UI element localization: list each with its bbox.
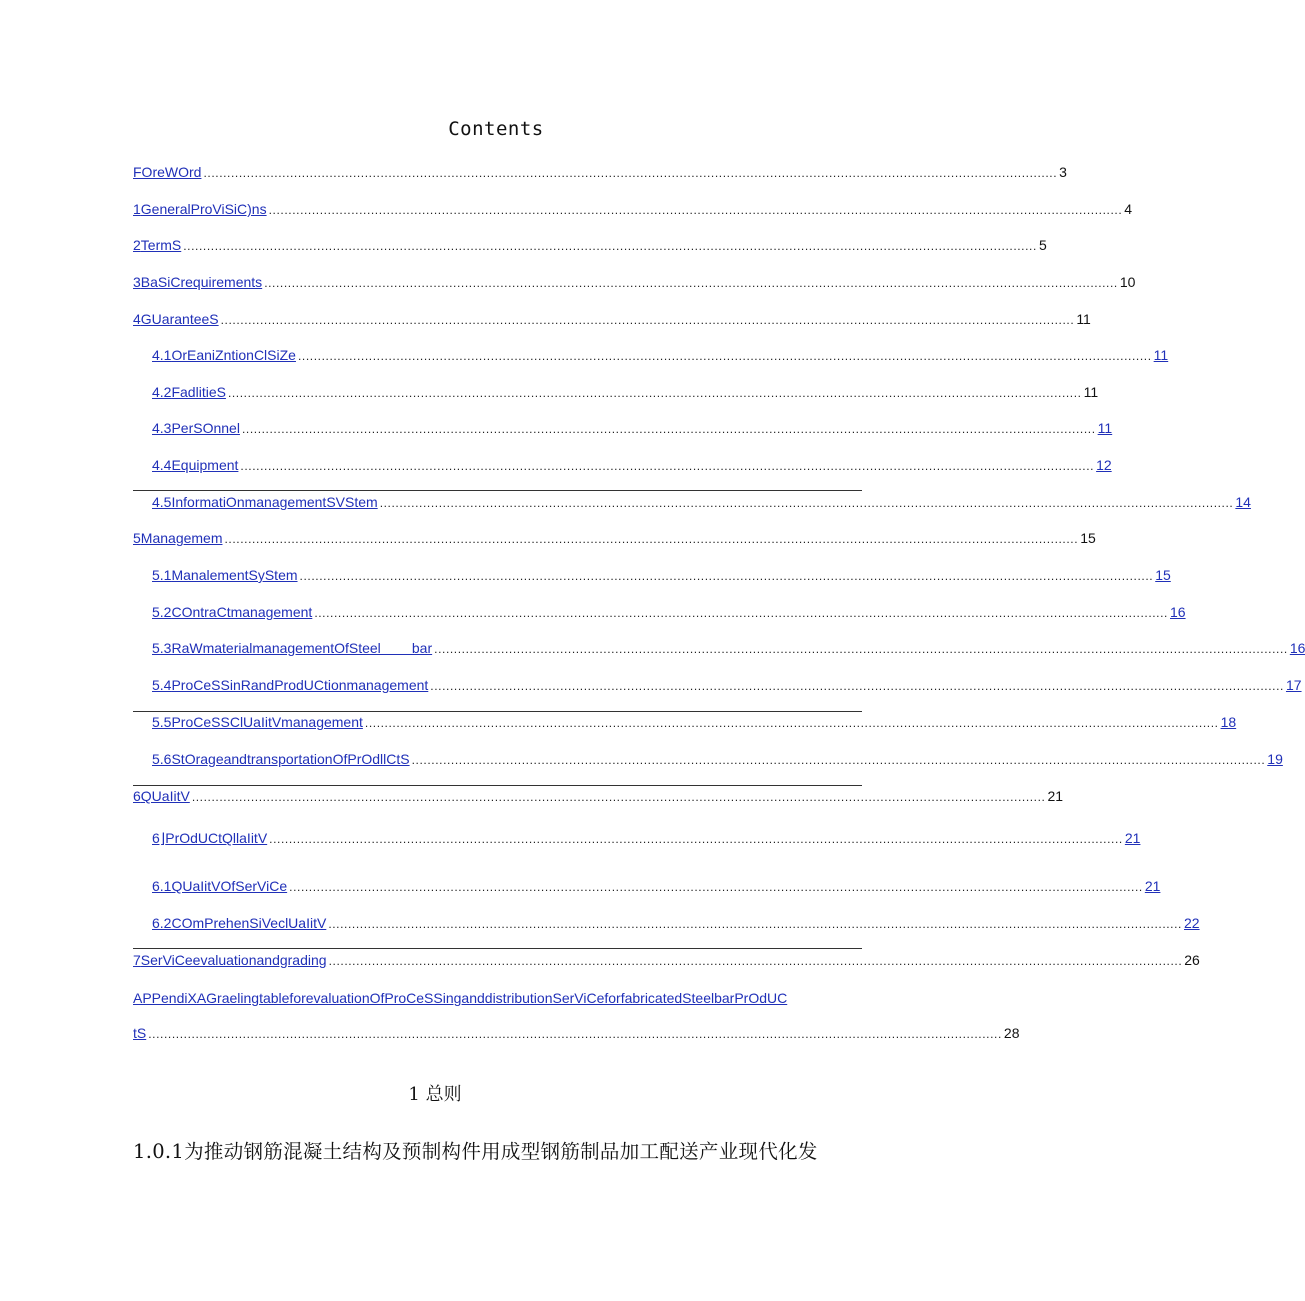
toc-subentry[interactable] <box>152 492 1251 512</box>
toc-subentry[interactable] <box>152 602 1186 622</box>
toc-entry-page: 3 <box>1059 164 1067 180</box>
toc-leader-dots: ......................................................................................................................................................................................................................... <box>268 203 1123 217</box>
toc-entry-label[interactable]: PrOdUCtQllaIitV <box>165 830 268 846</box>
toc-appendix-line2[interactable]: tS <box>133 1025 147 1041</box>
toc-entry-page: 4 <box>1124 201 1133 217</box>
toc-subentry[interactable] <box>152 638 1305 658</box>
toc-entry-label[interactable]: RaWmaterialmanagementOfSteel bar <box>171 640 433 656</box>
toc-entry-page[interactable]: 11 <box>1097 420 1113 436</box>
toc-entry-label[interactable]: COmPrehenSiVeclUaIitV <box>171 915 327 931</box>
toc-entry-label[interactable]: ManalementSyStem <box>171 567 298 583</box>
toc-entry-label[interactable]: SerViCeevaluationandgrading <box>140 952 327 968</box>
toc-subentry[interactable] <box>152 418 1113 438</box>
toc-leader-dots: ......................................................................................................................................................................................................................... <box>364 716 1219 730</box>
toc-entry[interactable] <box>133 950 1200 970</box>
toc-entry[interactable] <box>133 786 1064 806</box>
toc-entry-label[interactable]: Managemem <box>140 530 223 546</box>
toc-entry-label[interactable]: BaSiCrequirements <box>140 274 263 290</box>
toc-entry-number[interactable]: 5 <box>133 530 141 546</box>
toc-entry-label[interactable]: Equipment <box>171 457 239 473</box>
toc-entry-label[interactable]: TermS <box>140 237 182 253</box>
toc-entry-number[interactable]: 3 <box>133 274 141 290</box>
toc-entry-label[interactable]: StOrageandtransportationOfPrOdllCtS <box>171 751 410 767</box>
toc-entry-number[interactable]: 5.4 <box>152 677 172 693</box>
toc-entry-number[interactable]: 6 <box>133 788 141 804</box>
toc-subentry[interactable] <box>152 565 1171 585</box>
toc-entry-number[interactable]: 5.6 <box>152 751 172 767</box>
toc-leader-dots: ......................................................................................................................................................................................................................... <box>379 496 1234 510</box>
toc-title: Contents <box>448 118 544 140</box>
divider-line <box>133 490 862 491</box>
toc-entry-number[interactable]: 4.5 <box>152 494 172 510</box>
toc-leader-dots: ......................................................................................................................................................................................................................... <box>328 917 1182 931</box>
toc-entry-page[interactable]: 22 <box>1184 915 1200 931</box>
toc-entry-page: 11 <box>1083 384 1099 400</box>
toc-leader-dots: ......................................................................................................................................................................................................................... <box>183 239 1037 253</box>
toc-entry-label[interactable]: PerSOnnel <box>171 420 240 436</box>
toc-leader-dots: ......................................................................................................................................................................................................................... <box>434 642 1288 656</box>
divider-line <box>133 948 862 949</box>
toc-leader-dots: ......................................................................................................................................................................................................................... <box>191 790 1046 804</box>
toc-entry-page[interactable]: 16 <box>1170 604 1186 620</box>
toc-subentry[interactable] <box>152 712 1237 732</box>
toc-entry-page[interactable]: 11 <box>1153 347 1169 363</box>
toc-leader-dots: ......................................................................................................................................................................................................................... <box>241 422 1096 436</box>
toc-entry-label[interactable]: QUaIitVOfSerViCe <box>171 878 288 894</box>
toc-leader-dots: ......................................................................................................................................................................................................................... <box>289 880 1143 894</box>
toc-leader-dots: ......................................................................................................................................................................................................................... <box>411 753 1266 767</box>
toc-entry[interactable] <box>133 235 1047 255</box>
toc-entry-page: 5 <box>1038 237 1047 253</box>
toc-leader-dots: ......................................................................................................................................................................................................................... <box>240 459 1095 473</box>
toc-entry-number[interactable]: 5.2 <box>152 604 172 620</box>
toc-entry-page: 15 <box>1080 530 1096 546</box>
toc-entry-number[interactable]: 1 <box>133 201 141 217</box>
toc-entry-foreword[interactable] <box>133 162 1067 182</box>
toc-entry-page[interactable]: 15 <box>1155 567 1171 583</box>
toc-entry-page[interactable]: 17 <box>1285 677 1302 693</box>
toc-leader-dots: ......................................................................................................................................................................................................................... <box>264 276 1118 290</box>
toc-entry-number[interactable]: 6⌋ <box>152 830 166 846</box>
toc-entry-page[interactable]: 14 <box>1235 494 1251 510</box>
toc-entry-page: 10 <box>1119 274 1136 290</box>
toc-entry-number[interactable]: 6.1 <box>152 878 172 894</box>
toc-subentry[interactable] <box>152 455 1112 475</box>
toc-leader-dots: ......................................................................................................................................................................................................................... <box>224 532 1079 546</box>
toc-entry-number[interactable]: 4.3 <box>152 420 172 436</box>
toc-entry-appendix[interactable] <box>133 1023 1020 1043</box>
toc-leader-dots: ......................................................................................................................................................................................................................... <box>227 386 1082 400</box>
toc-entry-label[interactable]: COntraCtmanagement <box>171 604 313 620</box>
toc-entry-number[interactable]: 4.4 <box>152 457 172 473</box>
toc-leader-dots: ......................................................................................................................................................................................................................... <box>299 569 1154 583</box>
toc-entry-page[interactable]: 16 <box>1289 640 1305 656</box>
toc-entry-label[interactable]: ProCeSSinRandProdUCtionmanagement <box>171 677 429 693</box>
toc-leader-dots: ......................................................................................................................................................................................................................... <box>220 313 1075 327</box>
toc-entry-label[interactable]: OrEaniZntionClSiZe <box>171 347 296 363</box>
toc-entry-number[interactable]: 6.2 <box>152 915 172 931</box>
toc-entry-number[interactable]: 4.1 <box>152 347 172 363</box>
toc-entry-label[interactable]: FOreWOrd <box>133 164 202 180</box>
toc-entry-page: 26 <box>1184 952 1200 968</box>
toc-entry-label[interactable]: QUaIitV <box>140 788 190 804</box>
toc-entry-number[interactable]: 2 <box>133 237 141 253</box>
toc-entry[interactable] <box>133 528 1096 548</box>
toc-leader-dots: ......................................................................................................................................................................................................................... <box>148 1027 1002 1041</box>
toc-entry[interactable] <box>133 309 1091 329</box>
toc-entry-number[interactable]: 4 <box>133 311 141 327</box>
toc-entry-page[interactable]: 18 <box>1220 714 1237 730</box>
toc-subentry[interactable] <box>152 675 1302 695</box>
toc-entry-page[interactable]: 12 <box>1096 457 1112 473</box>
toc-appendix-line1[interactable]: APPendiXAGraelingtableforevaluationOfProCeSSinganddistributionSerViCeforfabricatedSteelbarPrOdUC <box>133 990 788 1006</box>
section-heading: 1 总则 <box>408 1084 462 1105</box>
toc-entry-number[interactable]: 5.5 <box>152 714 172 730</box>
toc-subentry[interactable] <box>152 345 1169 365</box>
toc-entry-page: 21 <box>1047 788 1064 804</box>
toc-entry-page: 28 <box>1003 1025 1020 1041</box>
toc-subentry[interactable] <box>152 876 1161 896</box>
toc-entry-label[interactable]: GUaranteeS <box>140 311 219 327</box>
toc-leader-dots: ......................................................................................................................................................................................................................... <box>328 954 1183 968</box>
toc-subentry[interactable] <box>152 913 1200 933</box>
toc-entry-number[interactable]: 5.1 <box>152 567 172 583</box>
toc-leader-dots: ......................................................................................................................................................................................................................... <box>203 166 1058 180</box>
toc-entry-label[interactable]: GeneralProViSiC)ns <box>140 201 267 217</box>
toc-leader-dots: ......................................................................................................................................................................................................................... <box>314 606 1168 620</box>
toc-entry-number[interactable]: 5.3 <box>152 640 172 656</box>
toc-entry-label[interactable]: FadlitieS <box>171 384 226 400</box>
toc-subentry[interactable] <box>152 828 1141 848</box>
toc-entry-label[interactable]: InformatiOnmanagementSVStem <box>171 494 378 510</box>
toc-entry-page: 11 <box>1076 311 1091 327</box>
toc-entry-page[interactable]: 21 <box>1124 830 1141 846</box>
toc-entry[interactable] <box>133 272 1136 292</box>
toc-entry-number[interactable]: 7 <box>133 952 141 968</box>
body-paragraph: 1.0.1为推动钢筋混凝土结构及预制构件用成型钢筋制品加工配送产业现代化发 <box>133 1140 818 1163</box>
toc-entry-page[interactable]: 21 <box>1144 878 1161 894</box>
toc-entry-page[interactable]: 19 <box>1267 751 1283 767</box>
toc-subentry[interactable] <box>152 382 1099 402</box>
toc-subentry[interactable] <box>152 749 1283 769</box>
toc-entry[interactable] <box>133 199 1133 219</box>
toc-entry-label[interactable]: ProCeSSClUaIitVmanagement <box>171 714 363 730</box>
toc-entry-number[interactable]: 4.2 <box>152 384 172 400</box>
toc-leader-dots: ......................................................................................................................................................................................................................... <box>269 832 1123 846</box>
toc-leader-dots: ......................................................................................................................................................................................................................... <box>430 679 1284 693</box>
toc-leader-dots: ......................................................................................................................................................................................................................... <box>297 349 1152 363</box>
